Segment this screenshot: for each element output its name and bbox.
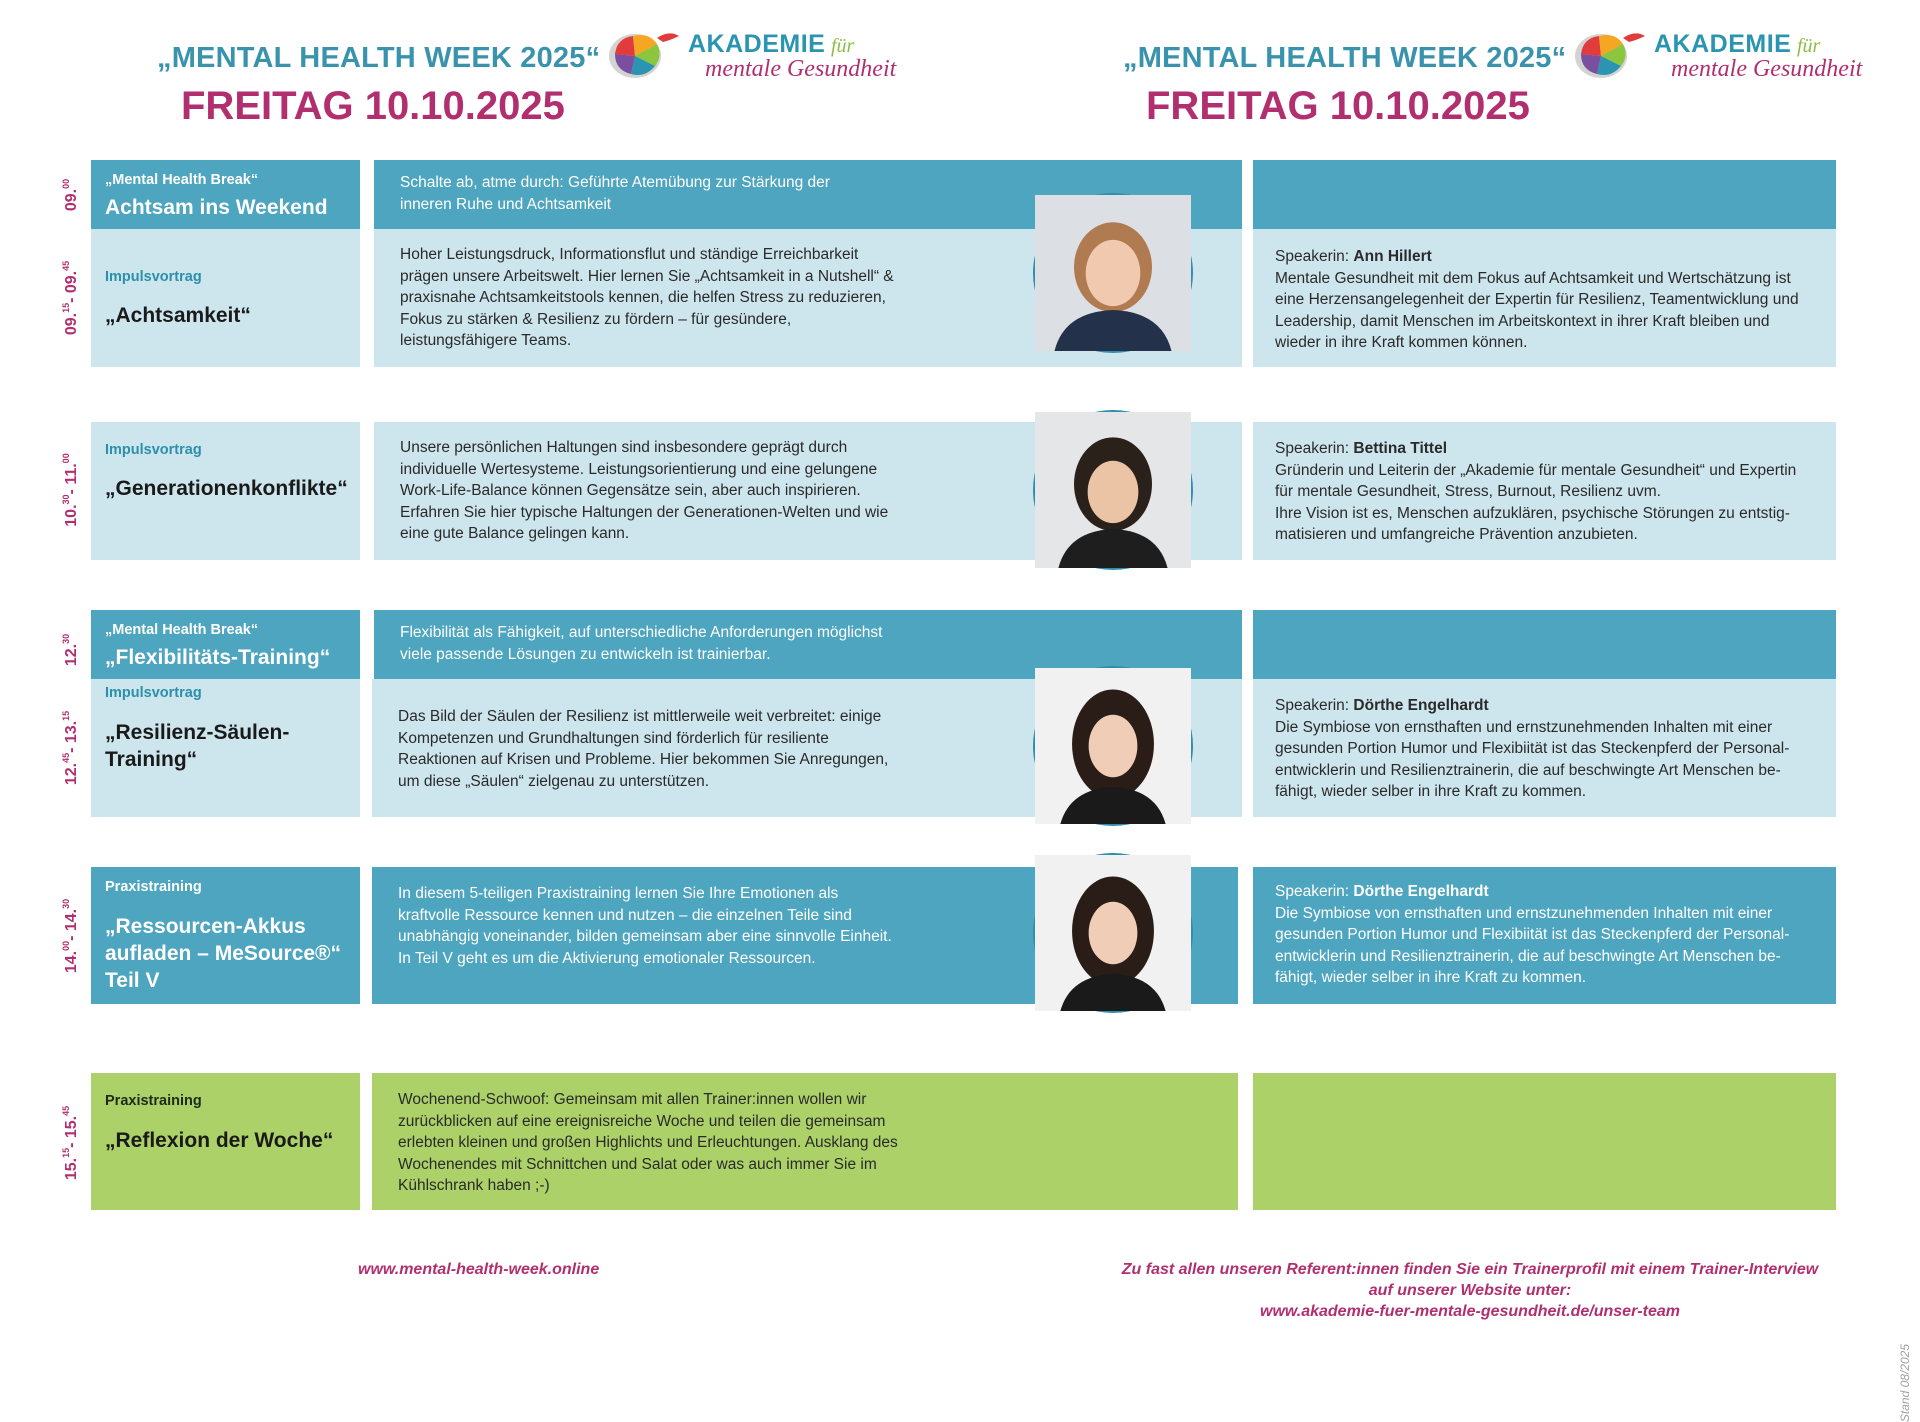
logo-mental-health-text: mentale Gesundheit bbox=[705, 56, 897, 82]
session-description: Flexibilität als Fähigkeit, auf unterschiedliche Anforderungen möglichst viele passende Lösungen zu entwickeln ist trainierbar. bbox=[400, 624, 883, 663]
speaker-photo bbox=[1033, 666, 1193, 826]
session-title-box bbox=[91, 229, 360, 367]
session-description: Schalte ab, atme durch: Geführte Atemübung zur Stärkung der inneren Ruhe und Achtsamkeit bbox=[400, 174, 830, 213]
speaker-prefix: Speakerin: bbox=[1275, 248, 1354, 265]
time-label: 14.00- 14.30 bbox=[61, 898, 80, 974]
session-category: Impulsvortrag bbox=[105, 685, 202, 701]
brain-logo-icon bbox=[605, 20, 685, 86]
session-title: „Achtsamkeit“ bbox=[105, 304, 251, 327]
session-title-box bbox=[91, 160, 360, 229]
session-title-box bbox=[91, 867, 360, 1004]
speaker-bio: Mentale Gesundheit mit dem Fokus auf Achtsamkeit und Wertschätzung ist eine Herzensangelegenheit der Expertin für Resilienz, Teamentwicklung und Leadership, damit Menschen im Arbeitskontext in ihrer Kraft bleiben und wieder in ihre Kraft kommen können. bbox=[1275, 269, 1799, 351]
academy-logo-left bbox=[605, 20, 895, 90]
academy-logo-right bbox=[1571, 20, 1861, 90]
time-label: 12.30 bbox=[61, 633, 80, 667]
speaker-box bbox=[1253, 679, 1836, 817]
speaker-box-empty bbox=[1253, 160, 1836, 229]
time-label: 15.15- 15.45 bbox=[61, 1105, 80, 1181]
brain-logo-icon bbox=[1571, 20, 1651, 86]
speaker-info bbox=[1275, 438, 1815, 546]
version-stamp: Stand 08/2025 bbox=[1898, 1344, 1912, 1422]
footer-trainer-info bbox=[1090, 1259, 1850, 1322]
speaker-photo bbox=[1033, 853, 1193, 1013]
session-description-1: In diesem 5-teiligen Praxistraining lernen Sie Ihre Emotionen als kraftvolle Ressource kennen und nutzen – die einzelnen Teile sind unabhängig voneinander, bilden gemeinsam aber eine sinnvolle Einheit. bbox=[398, 885, 892, 945]
session-title: „Flexibilitäts-Training“ bbox=[105, 646, 331, 669]
time-label: 10.30- 11.00 bbox=[61, 453, 80, 527]
session-description: Wochenend-Schwoof: Gemeinsam mit allen Trainer:innen wollen wir zurückblicken auf eine ereignisreiche Woche und teilen die gemeinsam erlebten kleinen und großen Highlichts und Erleuchtungen. Ausklang des Wochenendes mit Schnittchen und Salat oder was auch immer Sie im Kühlschrank haben ;-) bbox=[398, 1091, 898, 1194]
speaker-photo bbox=[1033, 193, 1193, 353]
session-title: „Generationenkonflikte“ bbox=[105, 477, 348, 500]
session-category: „Mental Health Break“ bbox=[105, 622, 259, 638]
session-description bbox=[398, 883, 898, 969]
footer-website-link[interactable]: www.mental-health-week.online bbox=[358, 1261, 600, 1278]
logo-mental-health-text: mentale Gesundheit bbox=[1671, 56, 1863, 82]
session-category: Impulsvortrag bbox=[105, 269, 202, 285]
session-title: „Ressourcen-Akkus aufladen – MeSource®“ Teil V bbox=[105, 915, 342, 992]
speaker-info bbox=[1275, 881, 1815, 989]
footer-trainer-line2: auf unserer Website unter: bbox=[1368, 1282, 1572, 1299]
session-title-box bbox=[91, 610, 360, 679]
header-day-left: FREITAG 10.10.2025 bbox=[181, 84, 565, 128]
logo-academy-text: AKADEMIE bbox=[1654, 30, 1792, 58]
logo-fur-text: für bbox=[1797, 35, 1821, 57]
header-title-left: „MENTAL HEALTH WEEK 2025“ bbox=[157, 42, 601, 74]
speaker-bio: Die Symbiose von ernsthaften und ernstzunehmenden Inhalten mit einer gesunden Portion Humor und Flexibiität ist das Steckenpferd der Personalentwicklerin und Resilienztrainerin, die auf beschwingte Art Menschen befähigt, wieder selber in ihre Kraft zu kommen. bbox=[1275, 904, 1790, 986]
speaker-name: Bettina Tittel bbox=[1353, 440, 1448, 457]
session-category: Impulsvortrag bbox=[105, 442, 202, 458]
speaker-bio: Gründerin und Leiterin der „Akademie für mentale Gesundheit“ und Expertin für mentale Gesundheit, Stress, Burnout, Resilienz uvm. bbox=[1275, 461, 1797, 500]
session-description: Unsere persönlichen Haltungen sind insbesondere geprägt durch individuelle Wertesysteme. Leistungsorientierung und eine gelungene Work-Life-Balance können Gegensätze sein, aber auch inspirieren. Erfahren Sie hier typische Haltungen der Generationen-Welten und wie eine gute Balance gelingen kann. bbox=[400, 439, 889, 542]
speaker-box bbox=[1253, 229, 1836, 367]
header-title-right: „MENTAL HEALTH WEEK 2025“ bbox=[1123, 42, 1567, 74]
session-description: Das Bild der Säulen der Resilienz ist mittlerweile weit verbreitet: einige Kompetenzen und Grundhaltungen sind förderlich für resiliente Reaktionen auf Krisen und Probleme. Hier bekommen Sie Anregungen, um diese „Säulen“ zielgenau zu unterstützen. bbox=[398, 708, 889, 790]
session-description-box bbox=[372, 1073, 1238, 1210]
session-category: Praxistraining bbox=[105, 1093, 202, 1109]
logo-fur-text: für bbox=[831, 35, 855, 57]
speaker-name: Ann Hillert bbox=[1353, 248, 1432, 265]
session-description: Hoher Leistungsdruck, Informationsflut und ständige Erreichbarkeit prägen unsere Arbeitswelt. Hier lernen Sie „Achtsamkeit in a Nutshell“ & praxisnahe Achtsamkeitstools kennen, die helfen Stress zu reduzieren, Fokus zu stärken & Resilienz zu fördern – für gesündere, leistungsfähigere Teams. bbox=[400, 246, 894, 349]
session-title: „Resilienz-Säulen-Training“ bbox=[105, 721, 290, 771]
logo-academy-text: AKADEMIE bbox=[688, 30, 826, 58]
speaker-bio: Die Symbiose von ernsthaften und ernstzunehmenden Inhalten mit einer gesunden Portion Humor und Flexibiität ist das Steckenpferd der Personalentwicklerin und Resilienztrainerin, die auf beschwingte Art Menschen befähigt, wieder selber in ihre Kraft zu kommen. bbox=[1275, 718, 1790, 800]
session-title-box bbox=[91, 679, 360, 817]
speaker-box bbox=[1253, 867, 1836, 1004]
session-title: „Reflexion der Woche“ bbox=[105, 1129, 334, 1152]
header-day-right: FREITAG 10.10.2025 bbox=[1146, 84, 1530, 128]
time-label: 12.45- 13.15 bbox=[61, 710, 80, 786]
time-label: 09.00 bbox=[61, 178, 80, 212]
speaker-info bbox=[1275, 695, 1815, 803]
footer-trainer-line1: Zu fast allen unseren Referent:innen finden Sie ein Trainerprofil mit einem Trainer-Interview bbox=[1121, 1261, 1819, 1278]
speaker-prefix: Speakerin: bbox=[1275, 883, 1354, 900]
speaker-box bbox=[1253, 422, 1836, 560]
speaker-name: Dörthe Engelhardt bbox=[1353, 883, 1489, 900]
speaker-prefix: Speakerin: bbox=[1275, 697, 1354, 714]
session-category: „Mental Health Break“ bbox=[105, 172, 259, 188]
session-title-box bbox=[91, 1073, 360, 1210]
time-label: 09.15- 09.45 bbox=[61, 260, 80, 336]
speaker-box-empty bbox=[1253, 610, 1836, 679]
speaker-info bbox=[1275, 246, 1815, 354]
session-title-box bbox=[91, 422, 360, 560]
speaker-prefix: Speakerin: bbox=[1275, 440, 1354, 457]
speaker-photo bbox=[1033, 410, 1193, 570]
speaker-name: Dörthe Engelhardt bbox=[1353, 697, 1489, 714]
session-description-2: In Teil V geht es um die Aktivierung emotionaler Ressourcen. bbox=[398, 949, 816, 967]
speaker-box-empty bbox=[1253, 1073, 1836, 1210]
session-title: Achtsam ins Weekend bbox=[105, 196, 328, 219]
session-category: Praxistraining bbox=[105, 879, 202, 895]
speaker-bio-2: Ihre Vision ist es, Menschen aufzuklären, psychische Störungen zu entstigmatisieren und umfangreiche Prävention anzubieten. bbox=[1275, 504, 1790, 543]
footer-team-link[interactable]: www.akademie-fuer-mentale-gesundheit.de/unser-team bbox=[1260, 1303, 1680, 1320]
